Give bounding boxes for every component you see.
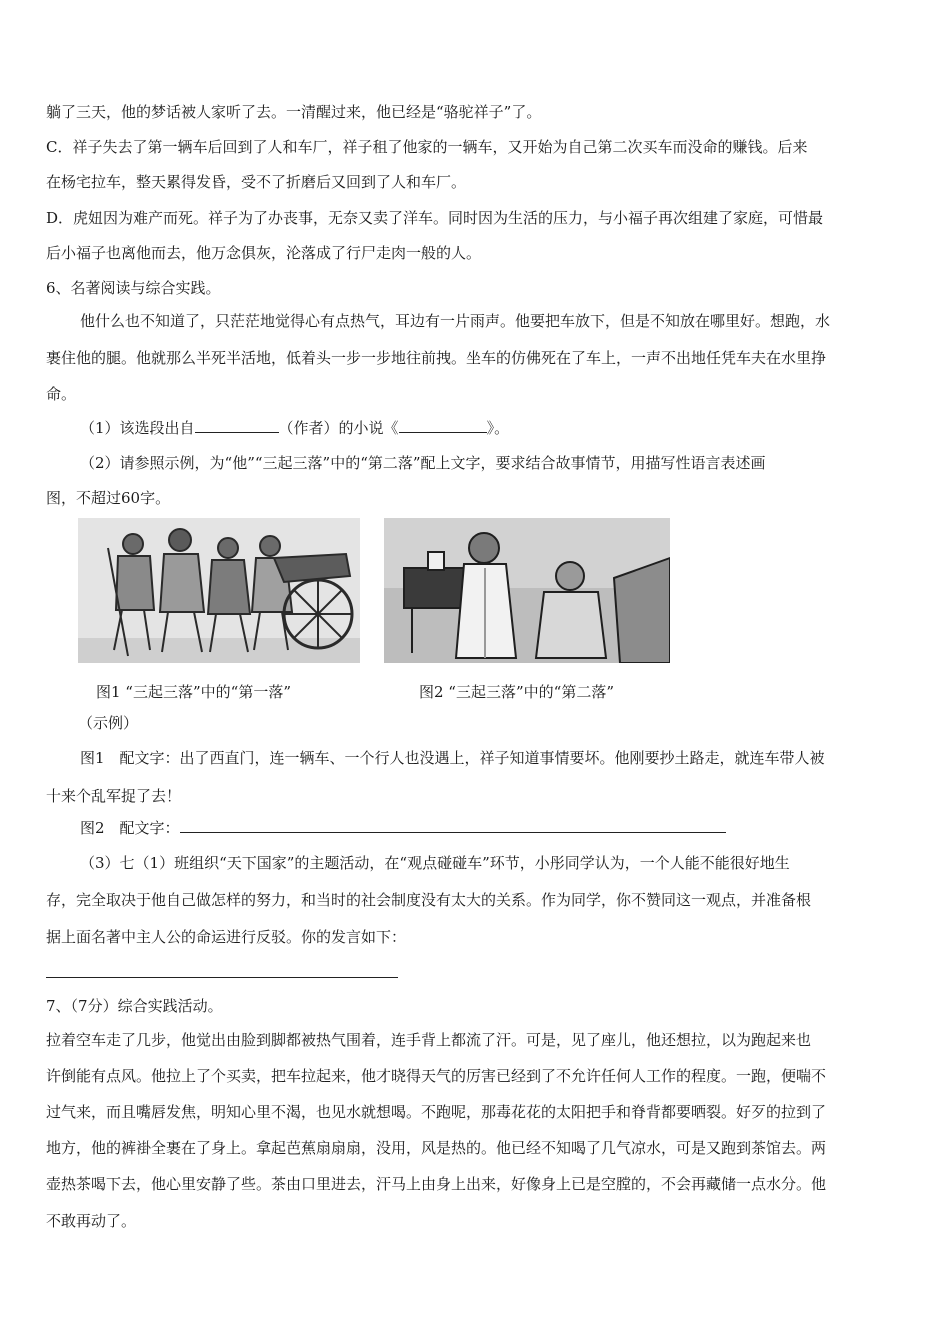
answer-line[interactable] — [46, 977, 398, 978]
option-c-line-2: 在杨宅拉车，整天累得发昏，受不了折磨后又回到了人和车厂。 — [46, 173, 467, 191]
sub1-text-a: （1）该选段出自 — [80, 419, 195, 437]
q7-passage-line-3: 过气来，而且嘴唇发焦，明知心里不渴，也见水就想喝。不跑呢，那毒花花的太阳把手和脊背都要晒裂。好歹的拉到了 — [46, 1103, 827, 1121]
excerpt-line-2: 裹住他的腿。他就那么半死半活地，低着头一步一步地往前拽。坐车的仿佛死在了车上，一声不出地任凭车夫在水里挣 — [46, 349, 827, 367]
sub-question-2-line-1: （2）请参照示例，为“他”“三起三落”中的“第二落”配上文字，要求结合故事情节，用描写性语言表述画 — [80, 454, 766, 472]
example-label: （示例） — [78, 714, 139, 732]
q7-passage-line-1: 拉着空车走了几步，他觉出由脸到脚都被热气围着，连手背上都流了汗。可是，见了座儿，他还想拉，以为跑起来也 — [46, 1031, 812, 1049]
excerpt-line-3: 命。 — [46, 385, 77, 403]
question-6-heading: 6、名著阅读与综合实践。 — [46, 279, 221, 297]
sub-question-3-line-1: （3）七（1）班组织“天下国家”的主题活动，在“观点碰碰车”环节，小彤同学认为，一个人能不能很好地生 — [80, 854, 790, 872]
figure-2-text-label: 图2 配文字： — [80, 819, 180, 837]
q7-passage-line-4: 地方，他的裤褂全裹在了身上。拿起芭蕉扇扇扇，没用，风是热的。他已经不知喝了几气凉水，可是又跑到茶馆去。两 — [46, 1139, 827, 1157]
q7-passage-line-2: 许倒能有点风。他拉上了个买卖，把车拉起来，他才晓得天气的厉害已经到了不允许任何人工作的程度。一跑，便喘不 — [46, 1067, 827, 1085]
sub-question-3-line-3: 据上面名著中主人公的命运进行反驳。你的发言如下： — [46, 928, 407, 946]
figure-2-illustration — [384, 518, 670, 663]
figure-2-answer-blank[interactable] — [180, 818, 726, 833]
sub-question-2-line-2: 图，不超过60字。 — [46, 489, 171, 507]
option-b-continuation: 躺了三天，他的梦话被人家听了去。一清醒过来，他已经是“骆驼祥子”了。 — [46, 103, 542, 121]
sub-question-3-line-2: 存，完全取决于他自己做怎样的努力，和当时的社会制度没有太大的关系。作为同学，你不赞同这一观点，并准备根 — [46, 891, 812, 909]
figure-1-text-line-1: 图1 配文字：出了西直门，连一辆车、一个行人也没遇上，祥子知道事情要坏。他刚要抄土路走，就连车带人被 — [80, 749, 825, 767]
author-blank[interactable] — [195, 418, 279, 433]
sub-question-1 — [80, 418, 942, 438]
figure-1-illustration — [78, 518, 360, 663]
q7-passage-line-5: 壶热茶喝下去，他心里安静了些。茶由口里进去，汗马上由身上出来，好像身上已是空膛的，不会再藏储一点水分。他 — [46, 1175, 827, 1193]
option-c-line-1: C．祥子失去了第一辆车后回到了人和车厂，祥子租了他家的一辆车，又开始为自己第二次买车而没命的赚钱。后来 — [46, 138, 808, 156]
option-d-line-2: 后小福子也离他而去，他万念俱灰，沦落成了行尸走肉一般的人。 — [46, 244, 482, 262]
excerpt-line-1: 他什么也不知道了，只茫茫地觉得心有点热气，耳边有一片雨声。他要把车放下，但是不知放在哪里好。想跑，水 — [80, 312, 831, 330]
q7-passage-line-6: 不敢再动了。 — [46, 1212, 137, 1230]
figure-1-caption: 图1 “三起三落”中的“第一落” — [96, 683, 291, 701]
sub1-text-b: （作者）的小说《 — [278, 419, 399, 437]
option-d-line-1: D．虎妞因为难产而死。祥子为了办丧事，无奈又卖了洋车。同时因为生活的压力，与小福子再次组建了家庭，可惜最 — [46, 209, 824, 227]
figure-2-caption: 图2 “三起三落”中的“第二落” — [419, 683, 614, 701]
figure-1-text-line-2: 十来个乱军捉了去！ — [46, 787, 182, 805]
sub1-text-c: 》。 — [486, 419, 510, 437]
title-blank[interactable] — [399, 418, 487, 433]
question-7-heading: 7、（7分）综合实践活动。 — [46, 997, 223, 1015]
figure-2-text-row — [80, 818, 942, 838]
